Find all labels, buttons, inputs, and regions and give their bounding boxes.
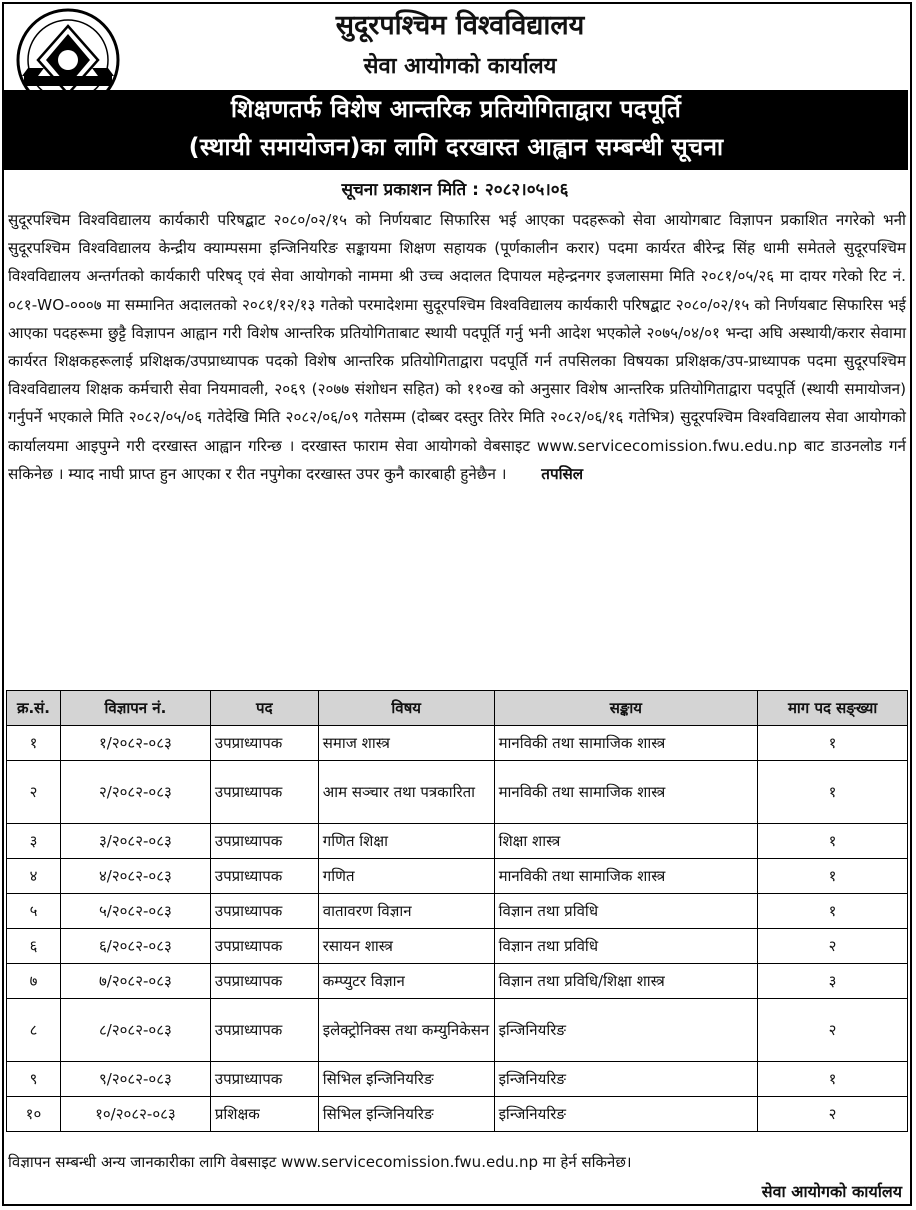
cell-subject: कम्प्युटर विज्ञान bbox=[318, 964, 494, 999]
footer-note: विज्ञापन सम्बन्धी अन्य जानकारीका लागि वेबसाइट www.servicecomission.fwu.edu.np मा हेर्न सकिनेछ। bbox=[8, 1153, 632, 1171]
tapasil-label: तपसिल bbox=[541, 464, 584, 483]
cell-faculty: विज्ञान तथा प्रविधि bbox=[494, 894, 758, 929]
cell-vacancy-count: २ bbox=[758, 999, 908, 1062]
cell-faculty: मानविकी तथा सामाजिक शास्त्र bbox=[494, 859, 758, 894]
cell-post: उपप्राध्यापक bbox=[210, 894, 318, 929]
cell-advertisement-no: १०/२०८२-०८३ bbox=[60, 1097, 210, 1132]
cell-faculty: विज्ञान तथा प्रविधि bbox=[494, 929, 758, 964]
cell-vacancy-count: १ bbox=[758, 824, 908, 859]
university-title: सुदूरपश्चिम विश्वविद्यालय bbox=[335, 10, 585, 41]
table-row bbox=[7, 824, 908, 859]
cell-serial: २ bbox=[7, 761, 61, 824]
table-row bbox=[7, 929, 908, 964]
table-row bbox=[7, 999, 908, 1062]
header-post: पद bbox=[210, 691, 318, 726]
cell-vacancy-count: २ bbox=[758, 1097, 908, 1132]
header-serial: क्र.सं. bbox=[7, 691, 61, 726]
cell-post: उपप्राध्यापक bbox=[210, 929, 318, 964]
table-row bbox=[7, 859, 908, 894]
cell-advertisement-no: १/२०८२-०८३ bbox=[60, 726, 210, 761]
cell-post: उपप्राध्यापक bbox=[210, 761, 318, 824]
cell-vacancy-count: १ bbox=[758, 726, 908, 761]
cell-serial: ७ bbox=[7, 964, 61, 999]
cell-faculty: मानविकी तथा सामाजिक शास्त्र bbox=[494, 761, 758, 824]
cell-faculty: इन्जिनियरिङ bbox=[494, 999, 758, 1062]
cell-subject: वातावरण विज्ञान bbox=[318, 894, 494, 929]
cell-serial: १ bbox=[7, 726, 61, 761]
cell-vacancy-count: १ bbox=[758, 859, 908, 894]
header-faculty: सङ्काय bbox=[494, 691, 758, 726]
cell-subject: इलेक्ट्रोनिक्स तथा कम्युनिकेसन bbox=[318, 999, 494, 1062]
cell-subject: समाज शास्त्र bbox=[318, 726, 494, 761]
cell-faculty: शिक्षा शास्त्र bbox=[494, 824, 758, 859]
cell-serial: ४ bbox=[7, 859, 61, 894]
cell-advertisement-no: ९/२०८२-०८३ bbox=[60, 1062, 210, 1097]
cell-subject: सिभिल इन्जिनियरिङ bbox=[318, 1062, 494, 1097]
table-row bbox=[7, 1097, 908, 1132]
cell-subject: गणित bbox=[318, 859, 494, 894]
cell-faculty: मानविकी तथा सामाजिक शास्त्र bbox=[494, 726, 758, 761]
table-row bbox=[7, 894, 908, 929]
signature-office: सेवा आयोगको कार्यालय bbox=[761, 1182, 902, 1201]
cell-faculty: विज्ञान तथा प्रविधि/शिक्षा शास्त्र bbox=[494, 964, 758, 999]
cell-post: उपप्राध्यापक bbox=[210, 1062, 318, 1097]
cell-advertisement-no: ५/२०८२-०८३ bbox=[60, 894, 210, 929]
office-title: सेवा आयोगको कार्यालय bbox=[363, 54, 557, 79]
cell-post: प्रशिक्षक bbox=[210, 1097, 318, 1132]
cell-post: उपप्राध्यापक bbox=[210, 999, 318, 1062]
banner-line-2: (स्थायी समायोजन)का लागि दरखास्त आह्वान सम्बन्धी सूचना bbox=[188, 133, 724, 161]
cell-subject: रसायन शास्त्र bbox=[318, 929, 494, 964]
table-header-row bbox=[7, 691, 908, 726]
publication-date: सूचना प्रकाशन मिति : २०८२।०५।०६ bbox=[341, 180, 569, 200]
cell-subject: सिभिल इन्जिनियरिङ bbox=[318, 1097, 494, 1132]
cell-advertisement-no: ३/२०८२-०८३ bbox=[60, 824, 210, 859]
table-row bbox=[7, 726, 908, 761]
cell-faculty: इन्जिनियरिङ bbox=[494, 1097, 758, 1132]
cell-serial: ६ bbox=[7, 929, 61, 964]
table-row bbox=[7, 964, 908, 999]
cell-serial: १० bbox=[7, 1097, 61, 1132]
cell-subject: गणित शिक्षा bbox=[318, 824, 494, 859]
banner-line-1: शिक्षणतर्फ विशेष आन्तरिक प्रतियोगिताद्वारा पदपूर्ति bbox=[230, 95, 682, 123]
cell-advertisement-no: ४/२०८२-०८३ bbox=[60, 859, 210, 894]
cell-serial: ३ bbox=[7, 824, 61, 859]
cell-vacancy-count: १ bbox=[758, 894, 908, 929]
cell-vacancy-count: ३ bbox=[758, 964, 908, 999]
cell-post: उपप्राध्यापक bbox=[210, 726, 318, 761]
cell-vacancy-count: १ bbox=[758, 1062, 908, 1097]
cell-vacancy-count: २ bbox=[758, 929, 908, 964]
cell-faculty: इन्जिनियरिङ bbox=[494, 1062, 758, 1097]
header-advertisement-no: विज्ञापन नं. bbox=[60, 691, 210, 726]
cell-serial: ८ bbox=[7, 999, 61, 1062]
notice-banner bbox=[4, 90, 908, 170]
cell-serial: ५ bbox=[7, 894, 61, 929]
cell-advertisement-no: ७/२०८२-०८३ bbox=[60, 964, 210, 999]
table-row bbox=[7, 761, 908, 824]
cell-post: उपप्राध्यापक bbox=[210, 824, 318, 859]
cell-advertisement-no: २/२०८२-०८३ bbox=[60, 761, 210, 824]
cell-vacancy-count: १ bbox=[758, 761, 908, 824]
vacancy-table bbox=[6, 690, 908, 1132]
paragraph-text: सुदूरपश्चिम विश्वविद्यालय कार्यकारी परिषद्बाट २०८०/०२/१५ को निर्णयबाट सिफारिस भई आएका पदहरूको सेवा आयोगबाट विज्ञापन प्रकाशित नगरेको भनी सुदूरपश्चिम विश्वविद्यालय केन्द्रीय क्याम्पसमा इन्जिनियरिङ सङ्कायमा शिक्षण सहायक (पूर्णकालीन करार) पदमा कार्यरत बीरेन्द्र सिंह धामी समेतले सुदूरपश्चिम विश्वविद्यालय अन्तर्गतको कार्यकारी परिषद् एवं सेवा आयोगको नाममा श्री उच्च अदालत दिपायल महेन्द्रनगर इजलासमा मिति २०८१/०५/२६ मा दायर गरेको रिट नं. ०८१-WO-०००७ मा सम्मानित अदालतको २०८१/१२/१३ गतेको परमादेशमा सुदूरपश्चिम विश्वविद्यालय कार्यकारी परिषद्बाट २०८०/०२/१५ को निर्णयबाट सिफारिस भई आएका पदहरूमा छुट्टै विज्ञापन आह्वान गरी विशेष आन्तरिक प्रतियोगिताबाट स्थायी पदपूर्ति गर्नु भनी आदेश भएकोले २०७५/०४/०१ भन्दा अघि अस्थायी/करार सेवामा कार्यरत शिक्षकहरूलाई प्रशिक्षक/उपप्राध्यापक पदको विशेष आन्तरिक प्रतियोगिताद्वारा पदपूर्ति गर्न तपसिलका विषयका प्रशिक्षक/उप-प्राध्यापक पदमा सुदूरपश्चिम विश्वविद्यालय शिक्षक कर्मचारी सेवा नियमावली, २०६९ (२०७७ संशोधन सहित) को ११०ख को अनुसार विशेष आन्तरिक प्रतियोगिताद्वारा पदपूर्ति (स्थायी समायोजन) गर्नुपर्ने भएकाले मिति २०८२/०५/०६ गतेदेखि मिति २०८२/०६/०९ गतेसम्म (दोब्बर दस्तुर तिरेर मिति २०८२/०६/१६ गतेभित्र) सुदूरपश्चिम विश्वविद्यालय सेवा आयोगको कार्यालयमा आइपुग्ने गरी दरखास्त आह्वान गरिन्छ । दरखास्त फाराम सेवा आयोगको वेबसाइट www.servicecomission.fwu.edu.np बाट डाउनलोड गर्न सकिनेछ । म्याद नाघी प्राप्त हुन आएका र रीत नपुगेका दरखास्त उपर कुनै कारबाही हुनेछैन । bbox=[8, 211, 906, 483]
cell-serial: ९ bbox=[7, 1062, 61, 1097]
header-vacancy-count: माग पद सङ्ख्या bbox=[758, 691, 908, 726]
cell-advertisement-no: ६/२०८२-०८३ bbox=[60, 929, 210, 964]
header-subject: विषय bbox=[318, 691, 494, 726]
cell-advertisement-no: ८/२०८२-०८३ bbox=[60, 999, 210, 1062]
cell-subject: आम सञ्चार तथा पत्रकारिता bbox=[318, 761, 494, 824]
table-row bbox=[7, 1062, 908, 1097]
cell-post: उपप्राध्यापक bbox=[210, 964, 318, 999]
cell-post: उपप्राध्यापक bbox=[210, 859, 318, 894]
notice-paragraph bbox=[8, 206, 906, 488]
